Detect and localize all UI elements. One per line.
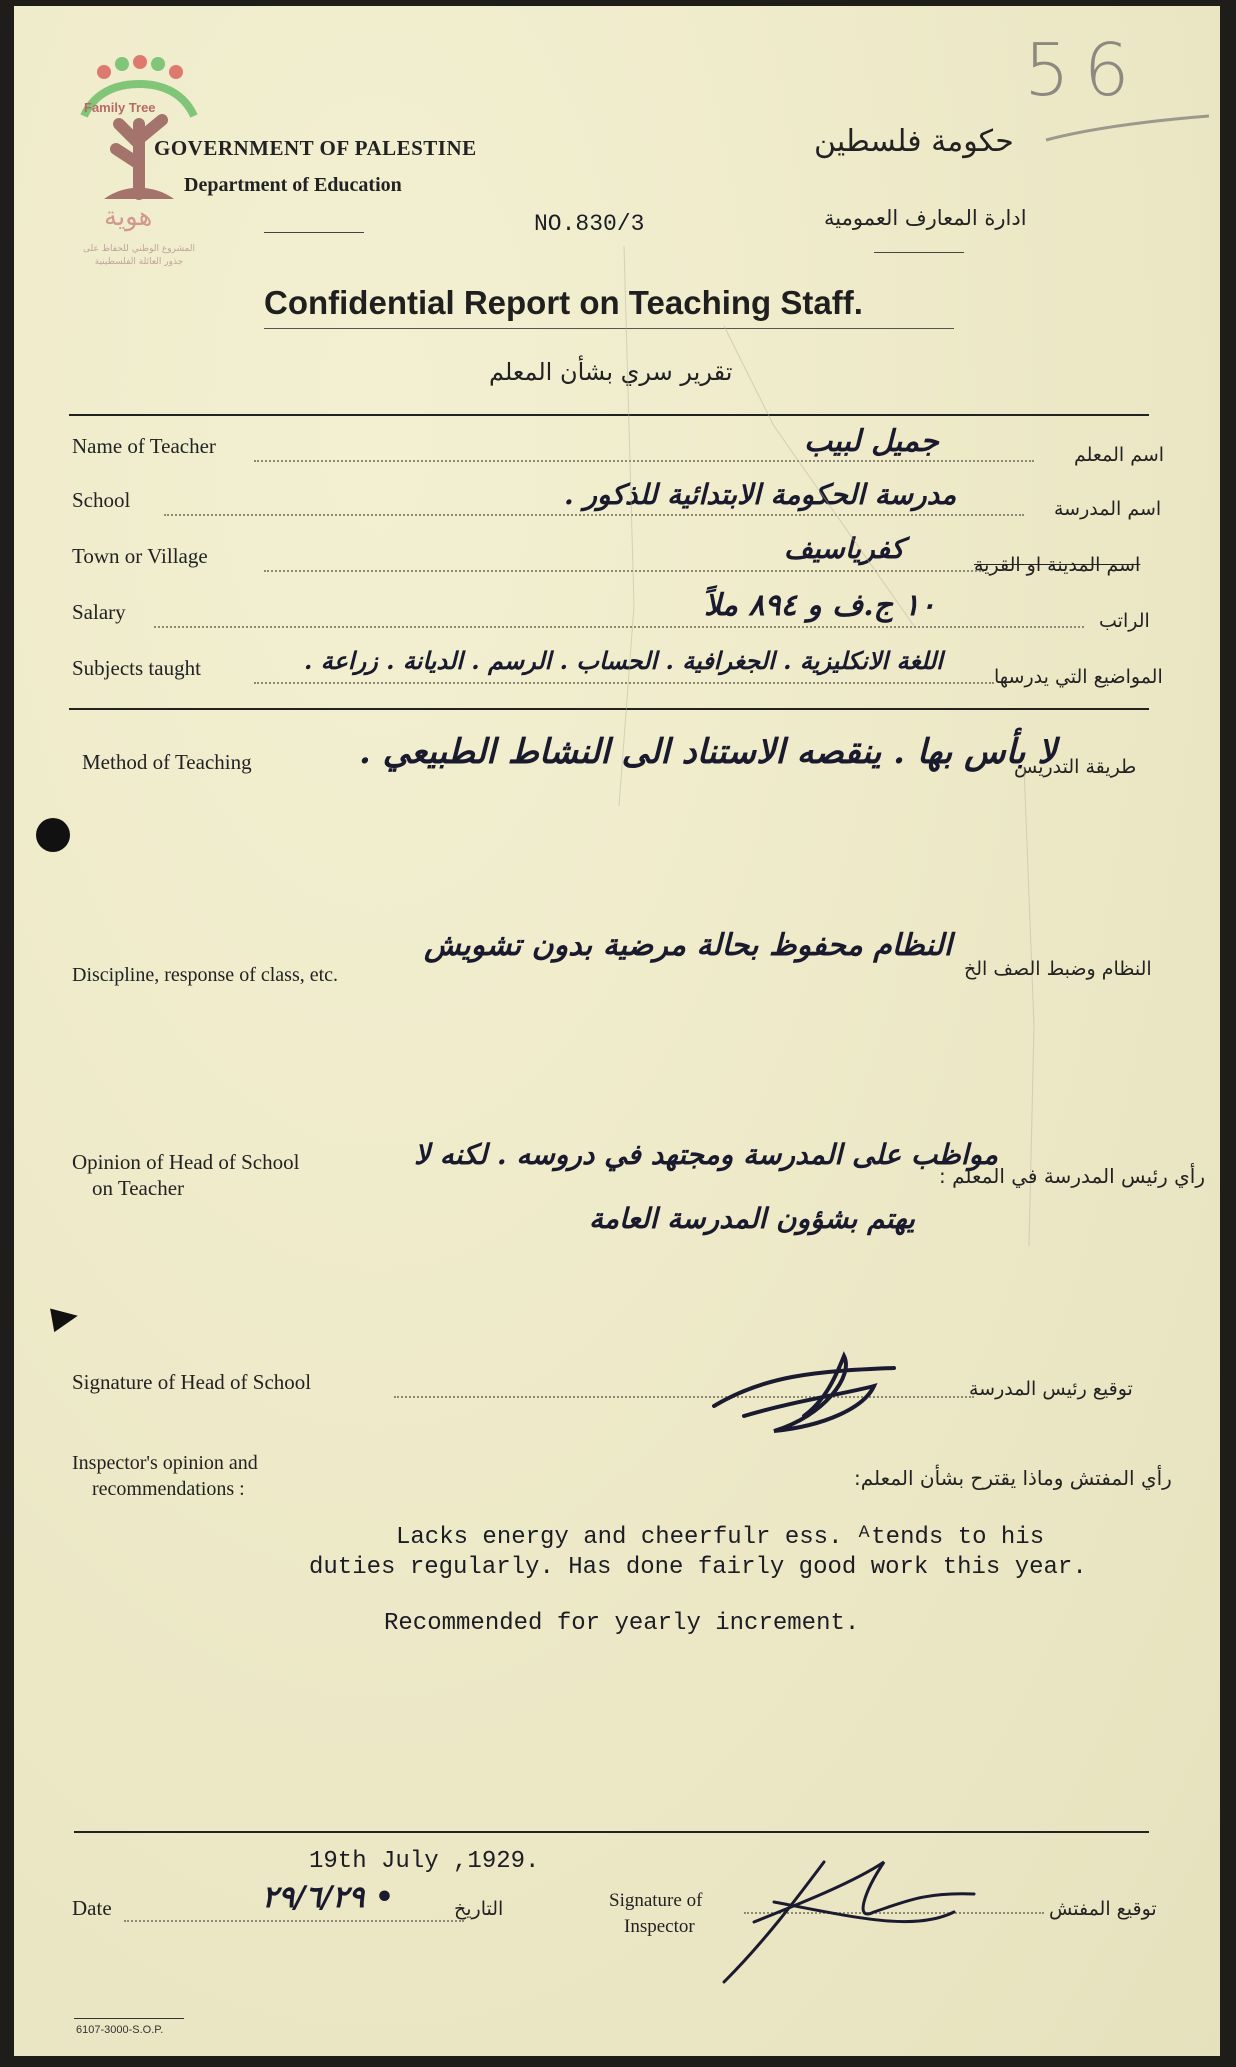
label-date-ar: التاريخ bbox=[454, 1898, 504, 1920]
watermark-logo bbox=[64, 54, 214, 284]
value-opinion-line2: يهتم بشؤون المدرسة العامة bbox=[589, 1202, 915, 1235]
label-inspector-en-2: recommendations : bbox=[92, 1478, 245, 1500]
logo-caption-line2: جذور العائلة الفلسطينية bbox=[94, 257, 184, 267]
document-page bbox=[14, 6, 1220, 2056]
inspector-typed-line2: duties regularly. Has done fairly good work this year. bbox=[309, 1554, 1087, 1581]
department-title-en: Department of Education bbox=[184, 174, 402, 196]
value-school: مدرسة الحكومة الابتدائية للذكور . bbox=[564, 478, 957, 511]
label-discipline-en: Discipline, response of class, etc. bbox=[72, 964, 339, 986]
value-subjects: اللغة الانكليزية . الجغرافية . الحساب . الرسم . الديانة . زراعة . bbox=[304, 646, 943, 675]
pencil-stroke bbox=[1044, 106, 1214, 146]
dotline-date bbox=[124, 1920, 464, 1922]
form-code-rule bbox=[74, 2018, 184, 2019]
section-rule-bottom bbox=[74, 1831, 1149, 1833]
label-inspector-signature-en-2: Inspector bbox=[624, 1916, 695, 1937]
value-method: لا بأس بها . ينقصه الاستناد الى النشاط الطبيعي . bbox=[359, 732, 1057, 772]
margin-mark bbox=[50, 1304, 80, 1332]
label-opinion-en-2: on Teacher bbox=[92, 1176, 185, 1200]
value-discipline: النظام محفوظ بحالة مرضية بدون تشويش bbox=[424, 928, 953, 963]
label-name-en: Name of Teacher bbox=[72, 434, 216, 458]
inspector-typed-line1: Lacks energy and cheerfulr ess. ᴬtends to his bbox=[396, 1524, 1045, 1551]
label-method-ar: طريقة التدريس bbox=[1014, 756, 1137, 778]
label-salary-en: Salary bbox=[72, 600, 126, 624]
punch-hole bbox=[36, 818, 70, 852]
inspector-typed-line3: Recommended for yearly increment. bbox=[384, 1610, 860, 1637]
report-title-en: Confidential Report on Teaching Staff. bbox=[264, 284, 863, 321]
label-inspector-signature-en-1: Signature of bbox=[609, 1890, 703, 1911]
label-inspector-en-1: Inspector's opinion and bbox=[72, 1452, 258, 1474]
government-title-ar: حكومة فلسطين bbox=[814, 124, 1014, 159]
label-signature-head-en: Signature of Head of School bbox=[72, 1370, 312, 1394]
label-inspector-signature-ar: توقيع المفتش bbox=[1049, 1898, 1157, 1920]
label-school-ar: اسم المدرسة bbox=[1054, 498, 1162, 520]
label-subjects-ar: المواضيع التي يدرسها bbox=[994, 666, 1163, 688]
head-signature bbox=[704, 1346, 914, 1436]
label-discipline-ar: النظام وضبط الصف الخ bbox=[964, 958, 1152, 980]
label-town-ar: اسم المدينة او القرية bbox=[974, 554, 1141, 576]
logo-caption-line1: المشروع الوطني للحفاظ على bbox=[82, 244, 195, 254]
inspector-signature bbox=[654, 1842, 984, 1992]
label-method-en: Method of Teaching bbox=[82, 750, 252, 774]
logo-top-text: Family Tree bbox=[84, 100, 156, 115]
label-inspector-ar: رأي المفتش وماذا يقترح بشأن المعلم: bbox=[854, 1466, 1172, 1490]
department-title-ar: ادارة المعارف العمومية bbox=[824, 206, 1027, 230]
value-town: كفرياسيف bbox=[784, 532, 905, 565]
value-date-hand: ٢٩/٦/٢٩ • bbox=[262, 1880, 395, 1915]
reference-number: NO.830/3 bbox=[534, 211, 645, 237]
label-school-en: School bbox=[72, 488, 131, 512]
typed-date: 19th July ,1929. bbox=[309, 1848, 540, 1875]
report-title-ar: تقرير سري بشأن المعلم bbox=[489, 358, 733, 386]
label-town-en: Town or Village bbox=[72, 544, 208, 568]
pencil-page-number: 56 bbox=[1024, 28, 1144, 112]
label-signature-head-ar: توقيع رئيس المدرسة bbox=[969, 1378, 1133, 1400]
label-opinion-ar: رأي رئيس المدرسة في المعلم : bbox=[939, 1164, 1206, 1188]
form-code: 6107-3000-S.O.P. bbox=[76, 2024, 164, 2036]
value-name: جميل لبيب bbox=[804, 424, 939, 459]
paper-crease bbox=[604, 246, 1220, 1446]
label-subjects-en: Subjects taught bbox=[72, 656, 201, 680]
header-rule-left bbox=[264, 232, 364, 233]
value-salary: ١٠ ج.ف و ٨٩٤ ملاً bbox=[704, 588, 936, 623]
label-date-en: Date bbox=[72, 1896, 112, 1920]
logo-name: هوية bbox=[104, 202, 153, 232]
government-title-en: GOVERNMENT OF PALESTINE bbox=[154, 136, 477, 160]
label-opinion-en-1: Opinion of Head of School bbox=[72, 1150, 300, 1174]
value-opinion-line1: مواظب على المدرسة ومجتهد في دروسه . لكنه لا bbox=[414, 1138, 999, 1171]
label-name-ar: اسم المعلم bbox=[1074, 444, 1165, 466]
label-salary-ar: الراتب bbox=[1099, 610, 1150, 632]
